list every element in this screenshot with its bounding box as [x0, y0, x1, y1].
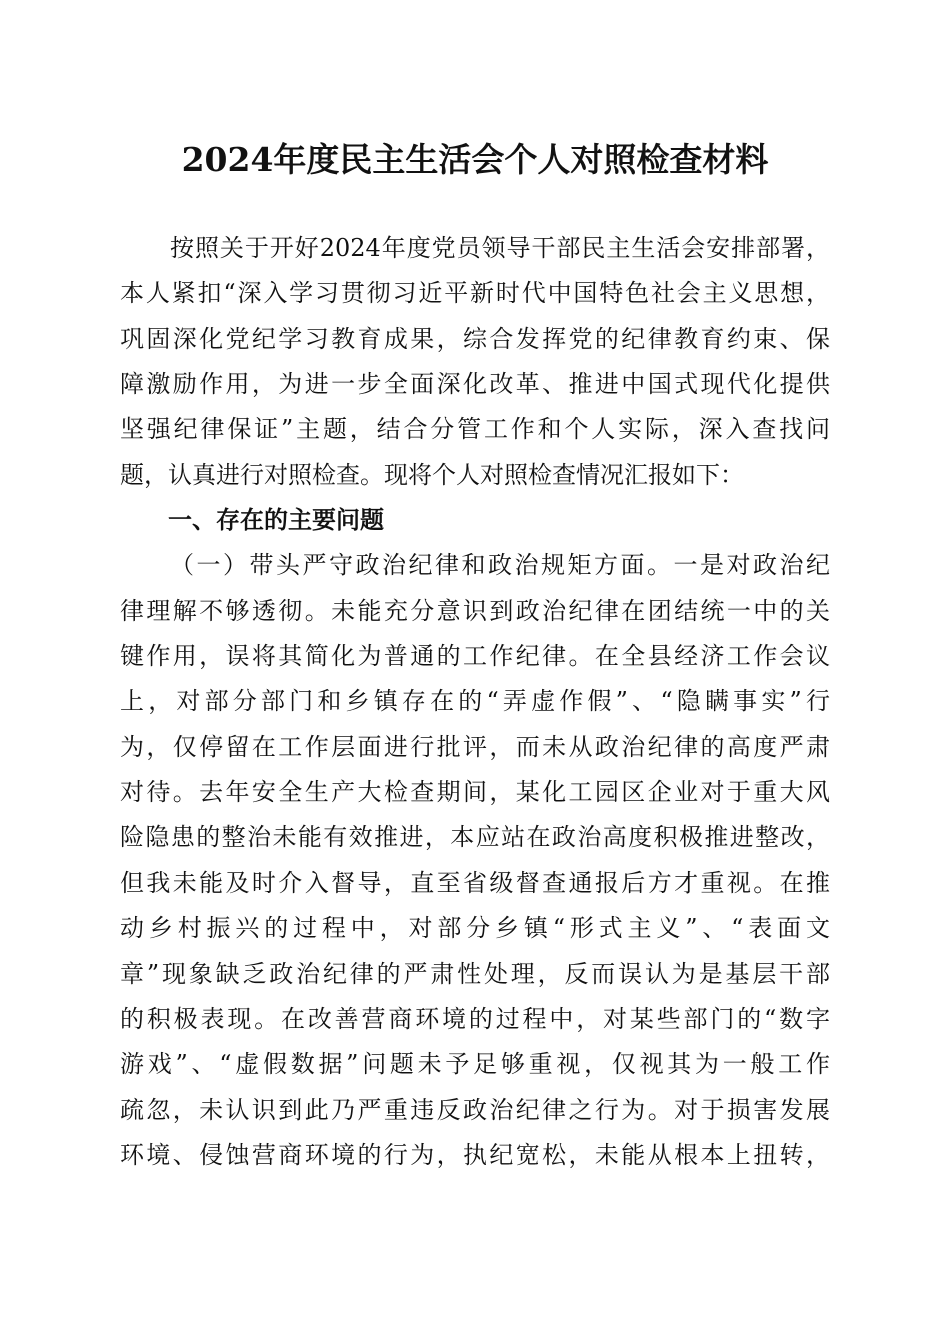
paragraph-line: 动乡村振兴的过程中，对部分乡镇“形式主义”、“表面文 [120, 914, 830, 943]
section-heading: 一、存在的主要问题 [168, 506, 384, 535]
paragraph-line: 障激励作用，为进一步全面深化改革、推进中国式现代化提供 [120, 370, 830, 399]
paragraph-line: （一）带头严守政治纪律和政治规矩方面。一是对政治纪 [170, 551, 830, 580]
paragraph-line: 但我未能及时介入督导，直至省级督查通报后方才重视。在推 [120, 868, 830, 897]
paragraph-line: 坚强纪律保证”主题，结合分管工作和个人实际，深入查找问 [120, 415, 830, 444]
paragraph-line: 键作用，误将其简化为普通的工作纪律。在全县经济工作会议 [120, 642, 830, 671]
paragraph-line: 对待。去年安全生产大检查期间，某化工园区企业对于重大风 [120, 778, 830, 807]
paragraph-line: 为，仅停留在工作层面进行批评，而未从政治纪律的高度严肃 [120, 732, 830, 761]
document-body [120, 226, 830, 1178]
paragraph-line: 章”现象缺乏政治纪律的严肃性处理，反而误认为是基层干部 [120, 959, 830, 988]
paragraph-line: 上，对部分部门和乡镇存在的“弄虚作假”、“隐瞒事实”行 [120, 687, 830, 716]
paragraph-line: 疏忽，未认识到此乃严重违反政治纪律之行为。对于损害发展 [120, 1095, 830, 1124]
paragraph-line: 巩固深化党纪学习教育成果，综合发挥党的纪律教育约束、保 [120, 324, 830, 353]
paragraph-line: 按照关于开好2024年度党员领导干部民主生活会安排部署， [170, 234, 830, 262]
paragraph-line: 律理解不够透彻。未能充分意识到政治纪律在团结统一中的关 [120, 596, 830, 625]
paragraph-line: 本人紧扣“深入学习贯彻习近平新时代中国特色社会主义思想， [120, 279, 830, 308]
paragraph-line: 的积极表现。在改善营商环境的过程中，对某些部门的“数字 [120, 1004, 830, 1033]
paragraph-line: 题，认真进行对照检查。现将个人对照检查情况汇报如下： [120, 460, 744, 489]
paragraph-line: 环境、侵蚀营商环境的行为，执纪宽松，未能从根本上扭转， [120, 1140, 830, 1169]
paragraph-line: 险隐患的整治未能有效推进，本应站在政治高度积极推进整改， [120, 823, 830, 852]
document-title: 2024年度民主生活会个人对照检查材料 [181, 140, 769, 179]
paragraph-line: 游戏”、“虚假数据”问题未予足够重视，仅视其为一般工作 [120, 1050, 830, 1079]
